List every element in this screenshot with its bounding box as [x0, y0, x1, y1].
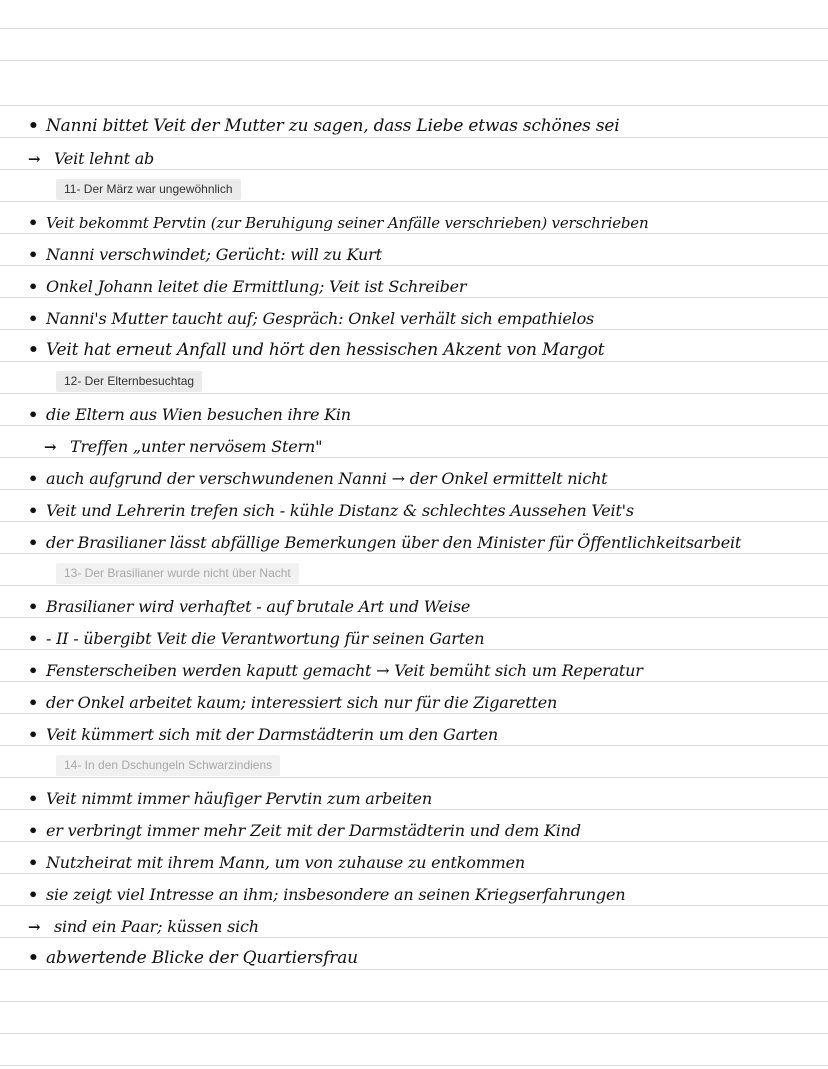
note-line	[28, 206, 816, 238]
note-text: sie zeigt viel Intresse an ihm; insbesondere an seinen Kriegserfahrungen	[46, 885, 626, 904]
bullet-marker: •	[28, 340, 39, 360]
note-text: Nanni verschwindet; Gerücht: will zu Kurt	[46, 245, 382, 264]
chapter-heading-11: 11- Der März war ungewöhnlich	[56, 179, 241, 200]
note-text: Nanni bittet Veit der Mutter zu sagen, dass Liebe etwas schönes sei	[46, 116, 620, 136]
note-line	[28, 878, 816, 910]
note-line	[28, 334, 816, 366]
note-text: Veit und Lehrerin trefen sich - kühle Distanz & schlechtes Aussehen Veit's	[46, 501, 634, 520]
arrow-marker: →	[28, 150, 41, 168]
bullet-marker: •	[28, 501, 39, 520]
note-line	[28, 942, 816, 974]
note-text: Veit kümmert sich mit der Darmstädterin um den Garten	[46, 725, 498, 744]
note-line	[28, 910, 816, 942]
note-line	[28, 622, 816, 654]
note-line	[28, 462, 816, 494]
note-text: Veit hat erneut Anfall und hört den hessischen Akzent von Margot	[46, 340, 605, 360]
note-text: abwertende Blicke der Quartiersfrau	[46, 948, 358, 968]
note-text: Veit bekommt Pervtin (zur Beruhigung seiner Anfälle verschrieben) verschrieben	[46, 214, 649, 232]
bullet-marker: •	[28, 725, 39, 744]
note-line	[28, 110, 816, 142]
note-line	[28, 654, 816, 686]
bullet-marker: •	[28, 693, 39, 712]
note-text: Onkel Johann leitet die Ermittlung; Veit ist Schreiber	[46, 277, 467, 296]
note-line	[28, 782, 816, 814]
note-text: Treffen „unter nervösem Stern"	[70, 437, 323, 456]
note-text: Fensterscheiben werden kaputt gemacht → Veit bemüht sich um Reperatur	[46, 661, 643, 680]
note-line	[28, 814, 816, 846]
note-line	[28, 238, 816, 270]
bullet-marker: •	[28, 469, 39, 488]
bullet-marker: •	[28, 629, 39, 648]
bullet-marker: •	[28, 821, 39, 840]
note-line	[44, 430, 816, 462]
note-line	[28, 494, 816, 526]
bullet-marker: •	[28, 245, 39, 264]
arrow-marker: →	[44, 438, 57, 456]
note-text: sind ein Paar; küssen sich	[54, 917, 259, 936]
note-line	[28, 718, 816, 750]
note-line	[28, 590, 816, 622]
bullet-marker: •	[28, 213, 39, 232]
note-text: Veit lehnt ab	[54, 149, 155, 168]
note-line	[28, 526, 816, 558]
note-line	[28, 398, 816, 430]
note-line	[28, 302, 816, 334]
note-text: Nanni's Mutter taucht auf; Gespräch: Onkel verhält sich empathielos	[46, 309, 595, 328]
bullet-marker: •	[28, 116, 39, 136]
chapter-heading-12: 12- Der Elternbesuchtag	[56, 371, 202, 392]
note-text: die Eltern aus Wien besuchen ihre Kin	[46, 405, 351, 424]
bullet-marker: •	[28, 597, 39, 616]
note-text: auch aufgrund der verschwundenen Nanni → der Onkel ermittelt nicht	[46, 469, 608, 488]
note-text: Brasilianer wird verhaftet - auf brutale Art und Weise	[46, 597, 471, 616]
bullet-marker: •	[28, 309, 39, 328]
chapter-heading-13: 13- Der Brasilianer wurde nicht über Nacht	[56, 563, 299, 584]
note-text: der Brasilianer lässt abfällige Bemerkungen über den Minister für Öffentlichkeitsarbeit	[46, 533, 742, 552]
note-line	[28, 846, 816, 878]
bullet-marker: •	[28, 661, 39, 680]
bullet-marker: •	[28, 789, 39, 808]
bullet-marker: •	[28, 948, 39, 968]
bullet-marker: •	[28, 405, 39, 424]
note-line	[28, 686, 816, 718]
arrow-marker: →	[28, 918, 41, 936]
bullet-marker: •	[28, 277, 39, 296]
note-text: - II - übergibt Veit die Verantwortung für seinen Garten	[46, 629, 485, 648]
bullet-marker: •	[28, 533, 39, 552]
chapter-heading-14: 14- In den Dschungeln Schwarzindiens	[56, 755, 280, 776]
note-text: der Onkel arbeitet kaum; interessiert sich nur für die Zigaretten	[46, 693, 558, 712]
note-text: er verbringt immer mehr Zeit mit der Darmstädterin und dem Kind	[46, 821, 581, 840]
note-line	[28, 270, 816, 302]
note-text: Nutzheirat mit ihrem Mann, um von zuhause zu entkommen	[46, 853, 526, 872]
note-text: Veit nimmt immer häufiger Pervtin zum arbeiten	[46, 789, 432, 808]
bullet-marker: •	[28, 853, 39, 872]
bullet-marker: •	[28, 885, 39, 904]
note-line	[28, 142, 816, 174]
